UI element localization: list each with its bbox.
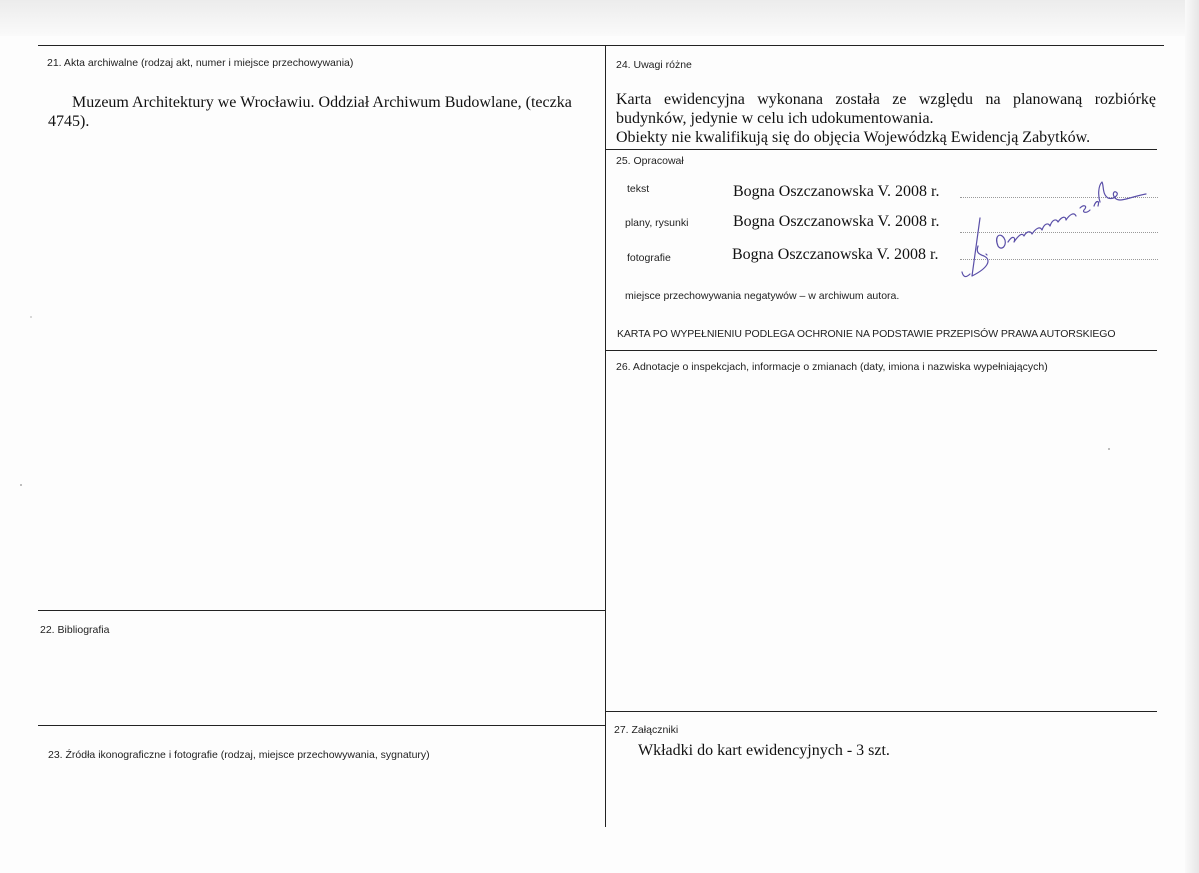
section24-text-1: Karta ewidencyjna wykonana została ze względu na planowaną rozbiórkę budynków, jedynie w celu ich udokumentowania. [616,91,1156,127]
scan-edge [1185,0,1199,873]
copyright-note: KARTA PO WYPEŁNIENIU PODLEGA OCHRONIE NA PODSTAWIE PRZEPISÓW PRAWA AUTORSKIEGO [617,328,1116,340]
section26-border [605,350,1157,351]
section27-text: Wkładki do kart ewidencyjnych - 3 szt. [638,742,890,759]
top-border [38,45,1164,46]
row-value-fotografie: Bogna Oszczanowska V. 2008 r. [732,246,939,263]
handwritten-signature [958,176,1158,286]
section24-label: 24. Uwagi różne [616,59,692,71]
section23-border [38,725,605,726]
section22-label: 22. Bibliografia [40,624,110,636]
row-label-tekst: tekst [627,183,650,195]
row-label-fotografie: fotografie [627,252,671,264]
section21-text: Muzeum Architektury we Wrocławiu. Oddział Archiwum Budowlane, (teczka 4745). [48,94,572,130]
section23-label: 23. Źródła ikonograficzne i fotografie (rodzaj, miejsce przechowywania, sygnatury) [48,749,430,761]
row-value-tekst: Bogna Oszczanowska V. 2008 r. [733,183,940,200]
scan-edge [0,0,1199,36]
row-label-plany: plany, rysunki [625,217,689,229]
column-divider [605,45,606,827]
section21-label: 21. Akta archiwalne (rodzaj akt, numer i miejsce przechowywania) [47,57,354,69]
scan-speck [20,484,22,486]
scan-speck [1108,448,1110,450]
section25-label: 25. Opracował [616,155,684,167]
section27-border [605,711,1157,712]
section25-border [605,149,1157,150]
negatives-note: miejsce przechowywania negatywów – w archiwum autora. [625,290,900,302]
row-value-plany: Bogna Oszczanowska V. 2008 r. [733,213,940,230]
section22-border [38,610,605,611]
section26-label: 26. Adnotacje o inspekcjach, informacje o zmianach (daty, imiona i nazwiska wypełniających) [616,361,1048,373]
section27-label: 27. Załączniki [614,724,679,736]
scan-speck [30,316,32,318]
section24-text-2: Obiekty nie kwalifikują się do objęcia Wojewódzką Ewidencją Zabytków. [616,129,1091,146]
